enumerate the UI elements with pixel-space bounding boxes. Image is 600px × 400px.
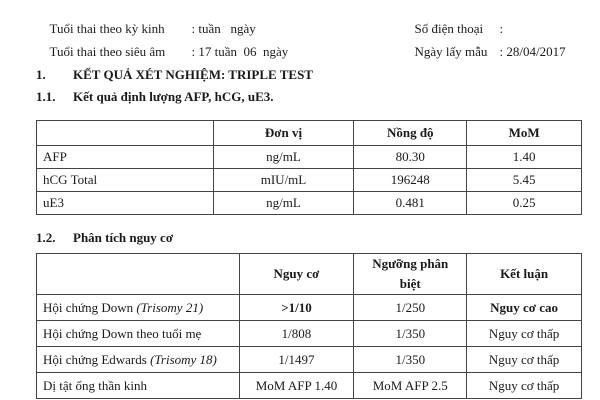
table-row [37, 373, 582, 399]
us-age-value: : 17 tuần 06 ngày [191, 44, 289, 59]
marker-unit: ng/mL [213, 192, 354, 215]
risk-value: >1/10 [239, 295, 354, 321]
lmp-age-label: Tuổi thai theo kỳ kinh [49, 21, 165, 36]
conclusion: Nguy cơ thấp [467, 347, 582, 373]
cutoff-value: 1/350 [354, 347, 467, 373]
risk-value: MoM AFP 1.40 [239, 373, 354, 399]
header-mom: MoM [467, 121, 582, 146]
section-1-1-heading [36, 89, 274, 105]
section-1-2-number: 1.2. [36, 230, 56, 245]
quantitative-results-table [36, 120, 582, 215]
cutoff-value: 1/350 [354, 321, 467, 347]
marker-unit: ng/mL [213, 146, 354, 169]
condition-name: Hội chứng Down theo tuổi mẹ [37, 321, 240, 347]
sample-date [408, 28, 566, 60]
condition-name: Dị tật ống thần kinh [37, 373, 240, 399]
table-header-row [37, 121, 582, 146]
table-row [37, 295, 582, 321]
cutoff-value: MoM AFP 2.5 [354, 373, 467, 399]
header-empty [37, 121, 214, 146]
section-1-2-heading [36, 230, 173, 246]
marker-mom: 0.25 [467, 192, 582, 215]
marker-name: hCG Total [37, 169, 214, 192]
phone-label: Số điện thoại [414, 21, 484, 36]
lmp-age-value: : tuần ngày [191, 21, 256, 36]
table-row [37, 192, 582, 215]
header-unit: Đơn vị [213, 121, 354, 146]
header-empty [37, 254, 240, 295]
marker-concentration: 0.481 [354, 192, 467, 215]
conclusion: Nguy cơ cao [467, 295, 582, 321]
marker-concentration: 80.30 [354, 146, 467, 169]
marker-mom: 5.45 [467, 169, 582, 192]
section-1-title: KẾT QUẢ XÉT NGHIỆM: TRIPLE TEST [73, 67, 313, 82]
risk-value: 1/808 [239, 321, 354, 347]
marker-unit: mIU/mL [213, 169, 354, 192]
sample-date-value: : 28/04/2017 [499, 44, 566, 59]
condition-name: Hội chứng Edwards (Trisomy 18) [37, 347, 240, 373]
section-1-number: 1. [36, 67, 46, 82]
conclusion: Nguy cơ thấp [467, 321, 582, 347]
risk-value: 1/1497 [239, 347, 354, 373]
us-age-label: Tuổi thai theo siêu âm [49, 44, 166, 59]
phone-value: : [499, 21, 504, 36]
conclusion: Nguy cơ thấp [467, 373, 582, 399]
table-header-row [37, 254, 582, 295]
table-row [37, 347, 582, 373]
section-1-1-title: Kết quả định lượng AFP, hCG, uE3. [73, 89, 274, 104]
marker-concentration: 196248 [354, 169, 467, 192]
ultrasound-gestational-age [43, 28, 288, 60]
header-cutoff: Ngưỡng phân biệt [354, 254, 467, 295]
marker-mom: 1.40 [467, 146, 582, 169]
header-concentration: Nồng độ [354, 121, 467, 146]
section-1-heading [36, 67, 313, 83]
section-1-2-title: Phân tích nguy cơ [73, 230, 174, 245]
header-conclusion: Kết luận [467, 254, 582, 295]
header-risk: Nguy cơ [239, 254, 354, 295]
marker-name: AFP [37, 146, 214, 169]
condition-name: Hội chứng Down (Trisomy 21) [37, 295, 240, 321]
sample-date-label: Ngày lấy mẫu [414, 44, 488, 59]
table-row [37, 146, 582, 169]
risk-analysis-table [36, 253, 582, 399]
table-row [37, 321, 582, 347]
section-1-1-number: 1.1. [36, 89, 56, 104]
marker-name: uE3 [37, 192, 214, 215]
table-row [37, 169, 582, 192]
cutoff-value: 1/250 [354, 295, 467, 321]
